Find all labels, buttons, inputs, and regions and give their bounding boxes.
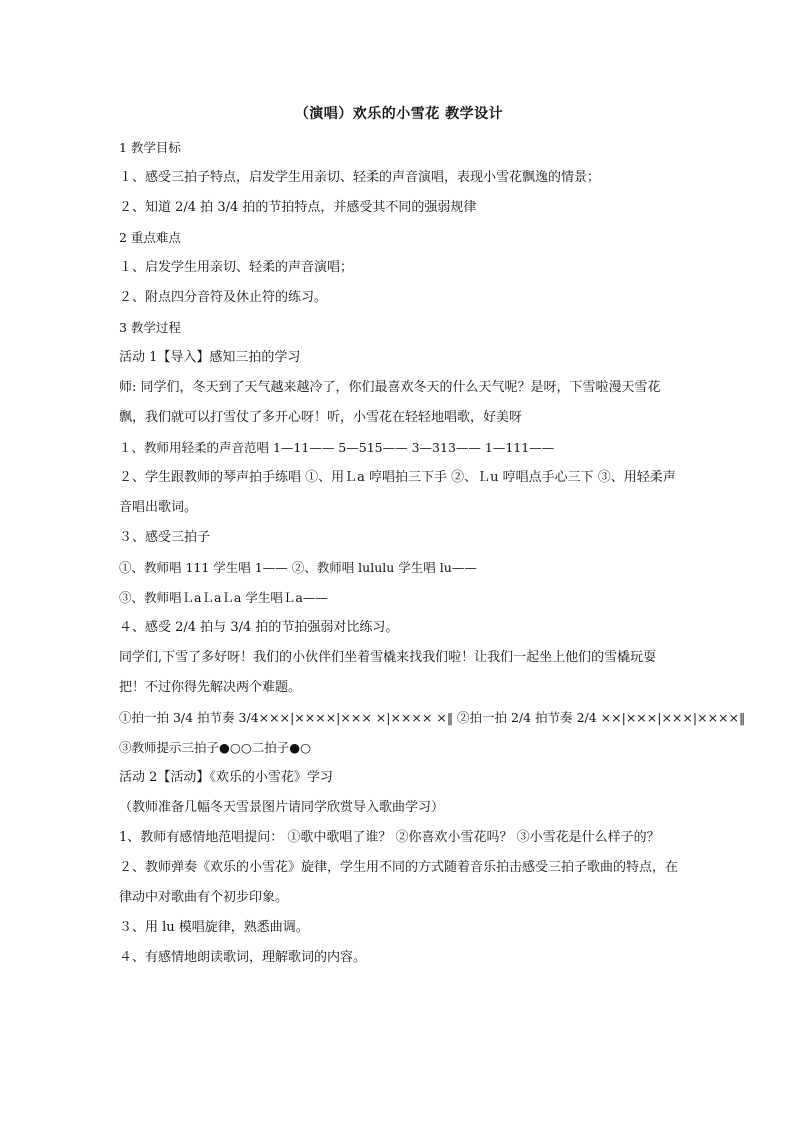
goal-item-1: １、感受三拍子特点，启发学生用亲切、轻柔的声音演唱，表现小雪花飘逸的情景； (119, 170, 601, 185)
activity-2-step-1: 1、教师有感情地范唱提问： ①歌中歌唱了谁？ ②你喜欢小雪花吗？ ③小雪花是什么样子的？ (119, 830, 660, 845)
activity-1-step-3a: ①、教师唱 111 学生唱 1—— ②、教师唱 lululu 学生唱 lu—— (119, 560, 477, 575)
activity-2-step-4: ４、有感情地朗读歌词，理解歌词的内容。 (119, 950, 367, 965)
document-page (119, 98, 746, 973)
beat-hint-line: ③教师提示三拍子●○○二拍子●○ (119, 740, 312, 755)
activity-1-step-4: ４、感受 2/4 拍与 3/4 拍的节拍强弱对比练习。 (119, 620, 399, 635)
key-point-1: １、启发学生用亲切、轻柔的声音演唱； (119, 260, 354, 275)
rhythm-exercise-line: ①拍一拍 3/4 拍节奏 3/4×××|××××|××× ×|×××× ×‖ ②拍一拍 2/4 拍节奏 2/4 ××|×××|×××|××××‖ (119, 710, 746, 725)
activity-1-step-1: １、教师用轻柔的声音范唱 1—11—— 5—515—— 3—313—— 1—111—— (119, 440, 555, 455)
activity-2-title: 活动 2【活动】《欢乐的小雪花》学习 (119, 770, 333, 785)
teacher-intro-paragraph: 师: 同学们，冬天到了天气越来越冷了，你们最喜欢冬天的什么天气呢？是呀，下雪啦漫天雪花飘，我们就可以打雪仗了多开心呀！听，小雪花在轻轻地唱歌，好美呀 (119, 380, 661, 425)
activity-2-step-2: ２、教师弹奏《欢乐的小雪花》旋律，学生用不同的方式随着音乐拍击感受三拍子歌曲的特点，在律动中对歌曲有个初步印象。 (119, 860, 679, 905)
section-heading-process: 3 教学过程 (119, 320, 181, 335)
section-heading-key-points: 2 重点难点 (119, 230, 181, 245)
activity-2-step-3: ３、用 lu 模唱旋律，熟悉曲调。 (119, 920, 309, 935)
key-point-2: ２、附点四分音符及休止符的练习。 (119, 290, 328, 305)
activity-1-title: 活动 1【导入】感知三拍的学习 (119, 350, 301, 365)
activity-1-step-2: ２、学生跟教师的琴声拍手练唱 ①、用Ｌa 哼唱拍三下手 ②、Ｌu 哼唱点手心三下 ③、用轻柔声音唱出歌词。 (119, 470, 676, 515)
activity-2-note: （教师准备几幅冬天雪景图片请同学欣赏导入歌曲学习） (119, 800, 445, 815)
document-title: （演唱）欢乐的小雪花 教学设计 (294, 106, 504, 122)
students-paragraph: 同学们,下雪了多好呀！我们的小伙伴们坐着雪橇来找我们啦！让我们一起坐上他们的雪橇玩耍把！不过你得先解决两个难题。 (119, 650, 657, 695)
section-heading-goals: 1 教学目标 (119, 140, 181, 155)
activity-1-step-3b: ③、教师唱ＬaＬaＬa 学生唱Ｌa—— (119, 590, 328, 605)
activity-1-step-3: ３、感受三拍子 (119, 530, 211, 545)
goal-item-2: ２、知道 2/4 拍 3/4 拍的节拍特点，并感受其不同的强弱规律 (119, 200, 477, 215)
